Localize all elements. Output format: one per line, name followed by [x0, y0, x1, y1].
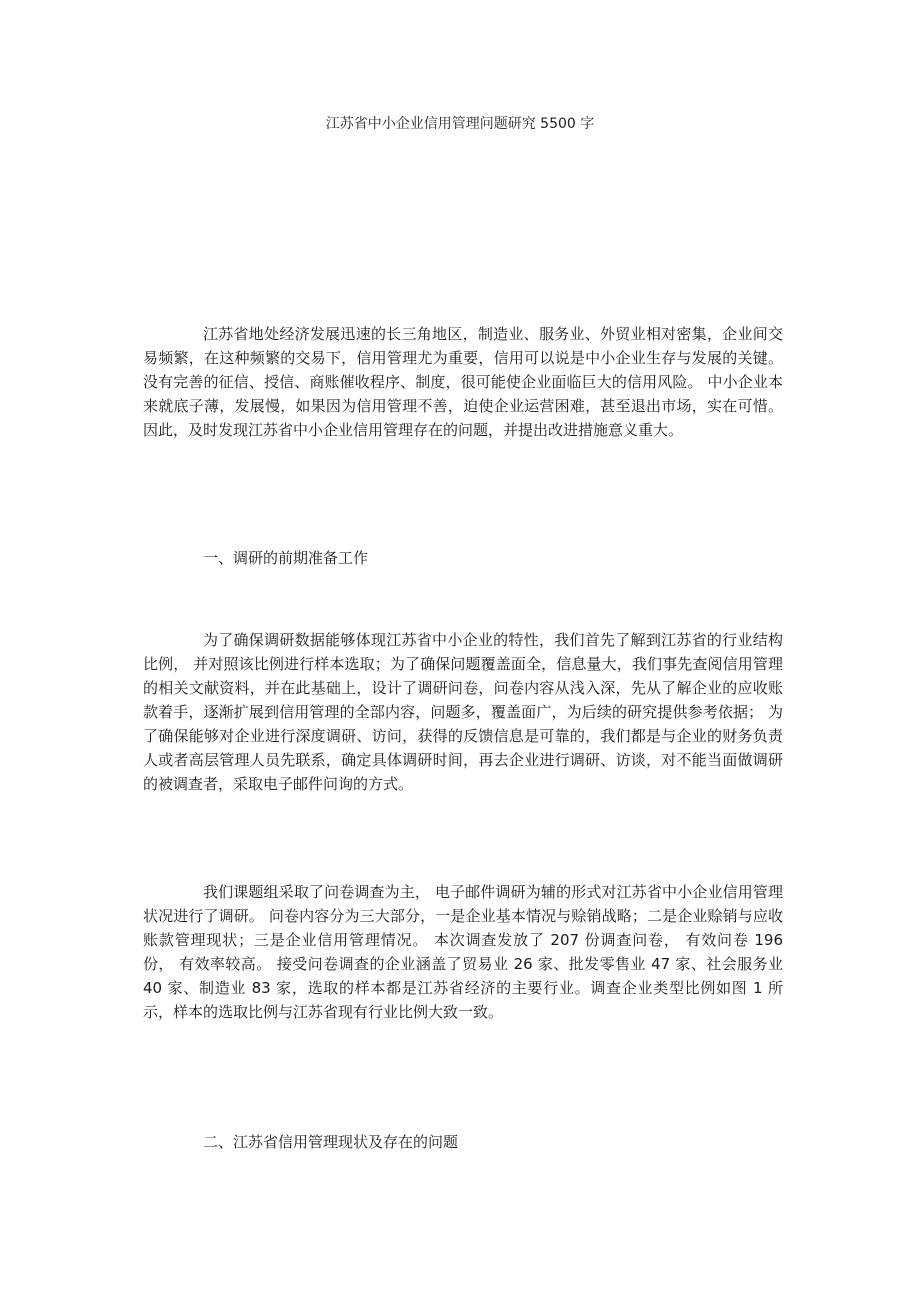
section-heading-1: 一、调研的前期准备工作	[203, 549, 369, 567]
survey-paragraph: 我们课题组采取了问卷调查为主， 电子邮件调研为辅的形式对江苏省中小企业信用管理状况进行了调研。 问卷内容分为三大部分，一是企业基本情况与赊销战略；二是企业赊销与应收账款管理现状；三是企业信用管理情况。 本次调查发放了 207 份调查问卷， 有效问卷 196 份， 有效率较高。 接受问卷调查的企业涵盖了贸易业 26 家、批发零售业 47 家、社会服务业 40 家、制造业 83 家，选取的样本都是江苏省经济的主要行业。调查企业类型比例如图 1 所示，样本的选取比例与江苏省现有行业比例大致一致。	[143, 883, 783, 1021]
preparation-paragraph: 为了确保调研数据能够体现江苏省中小企业的特性，我们首先了解到江苏省的行业结构比例， 并对照该比例进行样本选取；为了确保问题覆盖面全，信息量大，我们事先查阅信用管理的相关文献资料，并在此基础上，设计了调研问卷，问卷内容从浅入深，先从了解企业的应收账款着手，逐渐扩展到信用管理的全部内容，问题多，覆盖面广，为后续的研究提供参考依据； 为了确保能够对企业进行深度调研、访问，获得的反馈信息是可靠的，我们都是与企业的财务负责人或者高层管理人员先联系，确定具体调研时间，再去企业进行调研、访谈，对不能当面做调研的被调查者，采取电子邮件问询的方式。	[143, 631, 783, 793]
intro-paragraph: 江苏省地处经济发展迅速的长三角地区，制造业、服务业、外贸业相对密集，企业间交易频繁，在这种频繁的交易下，信用管理尤为重要，信用可以说是中小企业生存与发展的关键。 没有完善的征信、授信、商账催收程序、制度，很可能使企业面临巨大的信用风险。 中小企业本来就底子薄，发展慢，如果因为信用管理不善，迫使企业运营困难，甚至退出市场，实在可惜。 因此，及时发现江苏省中小企业信用管理存在的问题，并提出改进措施意义重大。	[143, 325, 783, 439]
section-heading-2: 二、江苏省信用管理现状及存在的问题	[203, 1133, 459, 1151]
document-title: 江苏省中小企业信用管理问题研究 5500 字	[325, 116, 595, 132]
